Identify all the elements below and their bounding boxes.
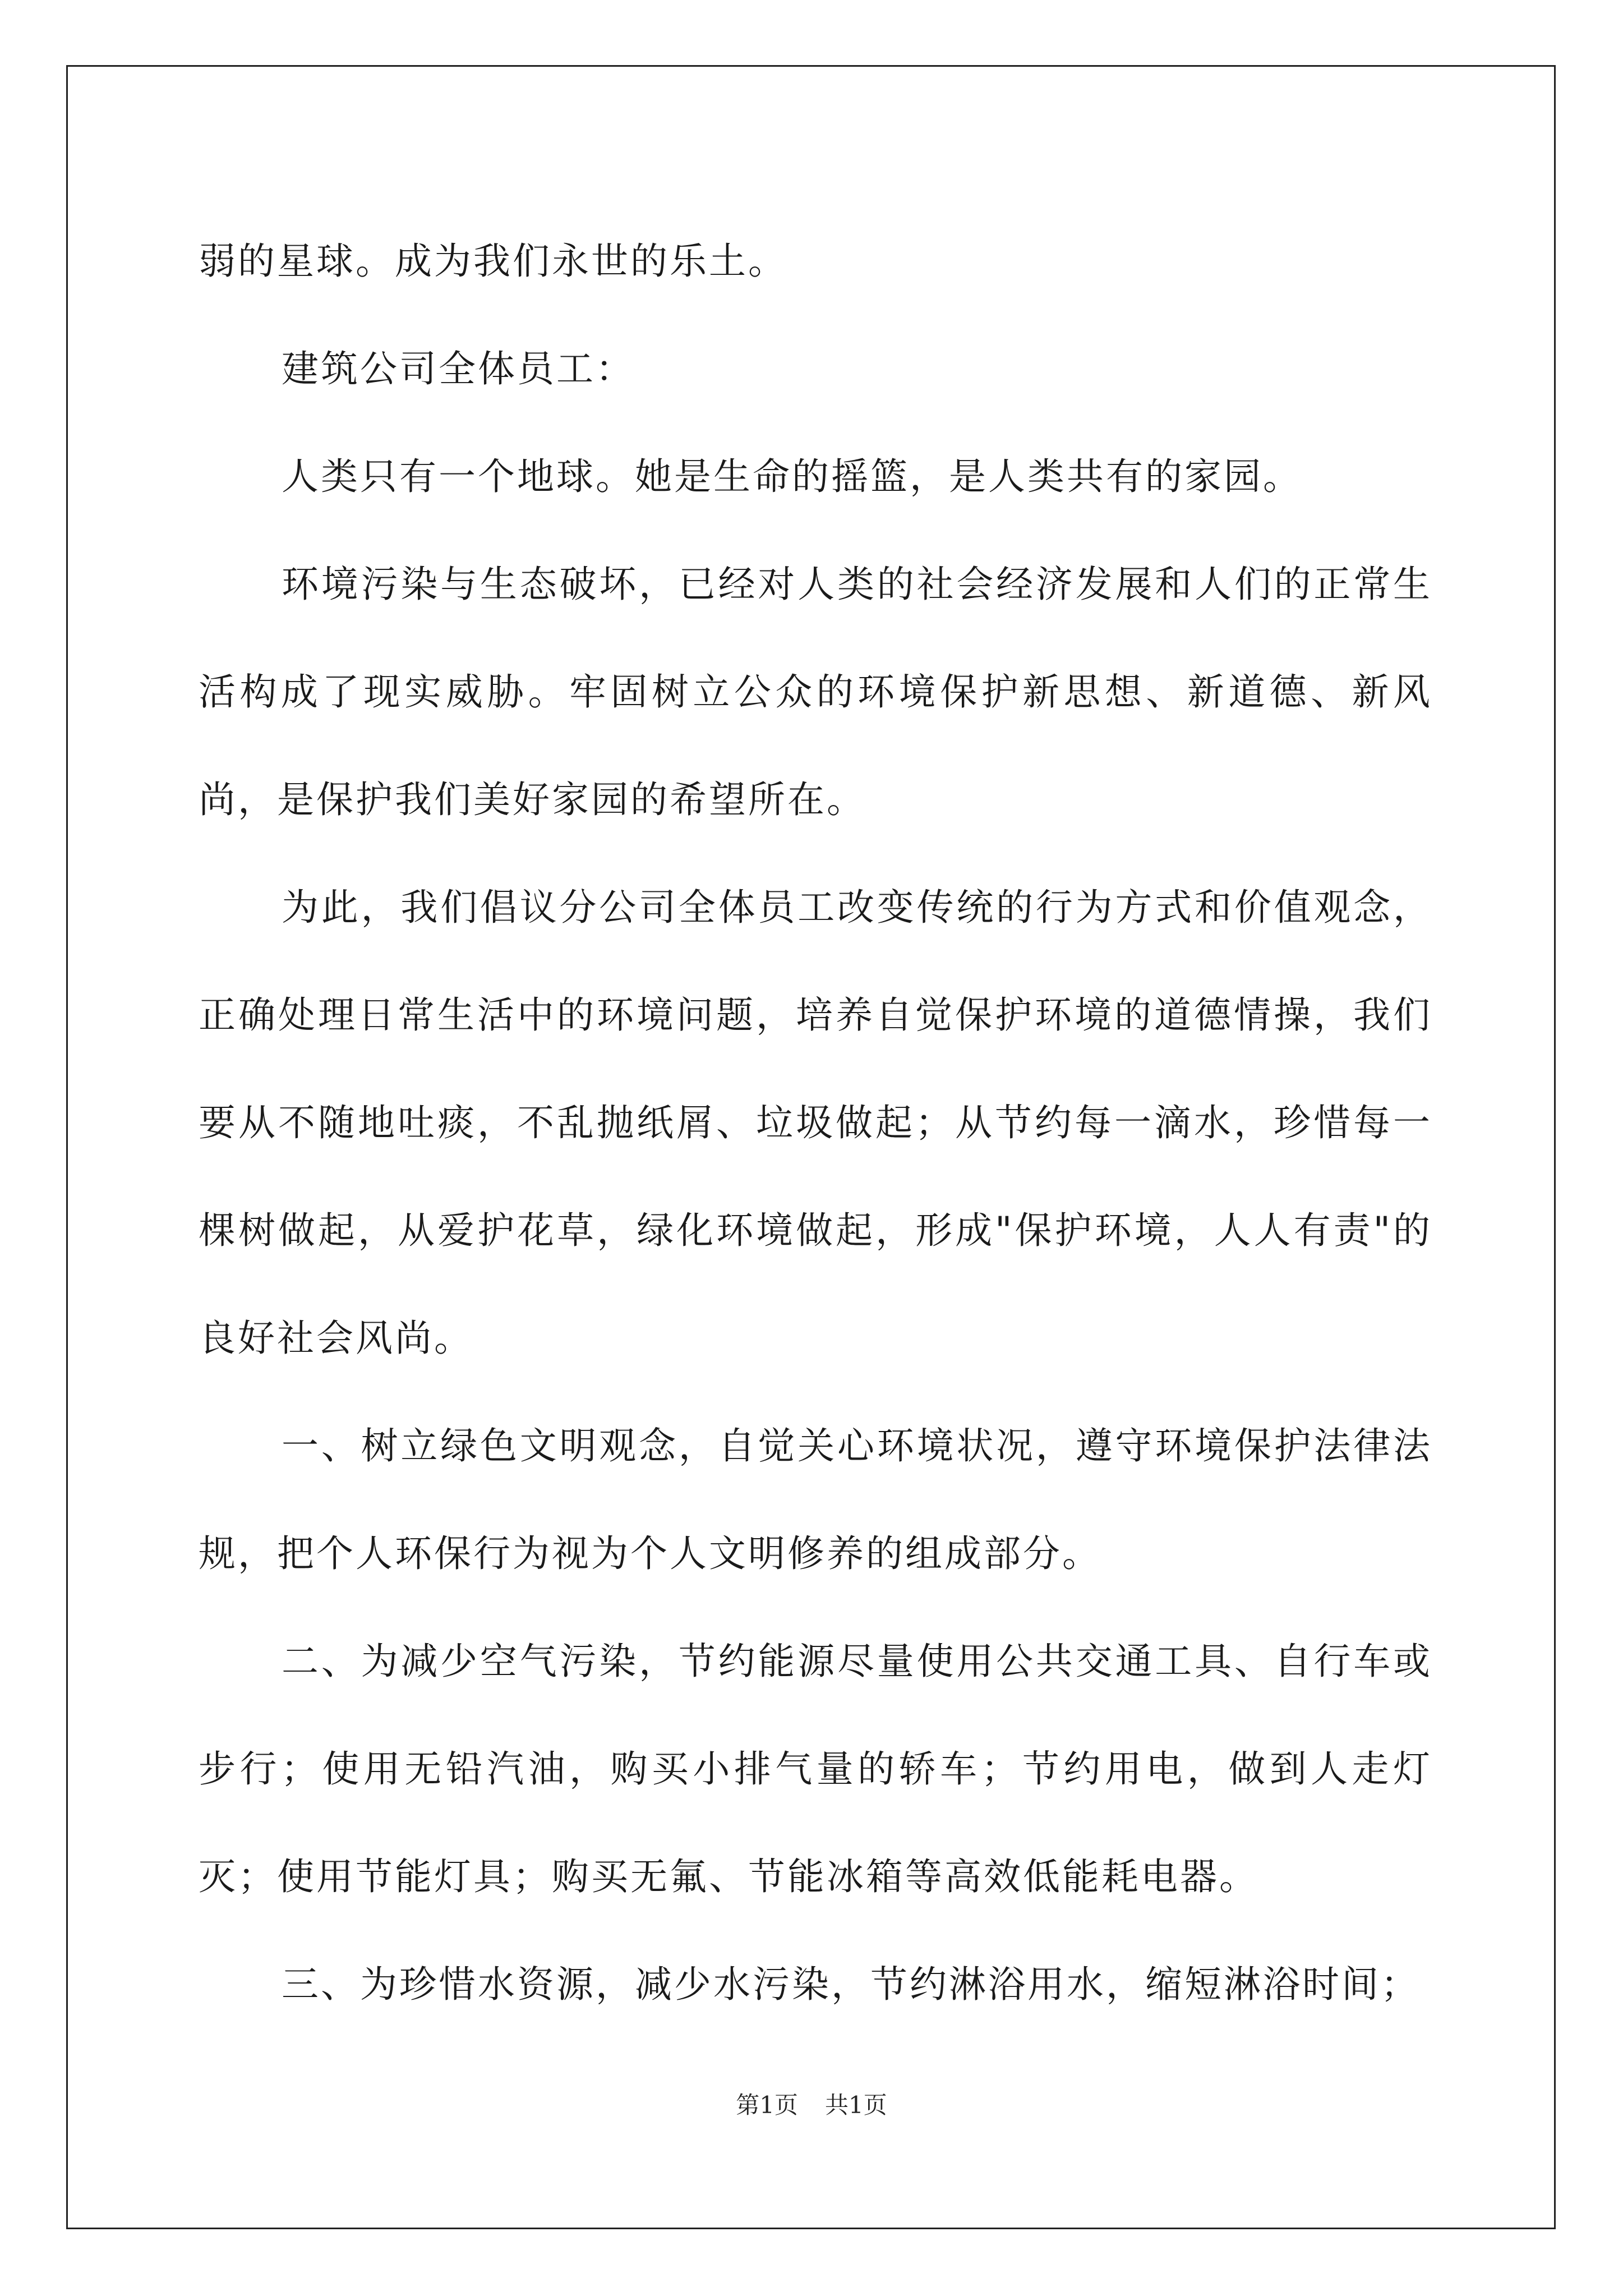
paragraph-item-three: 三、为珍惜水资源，减少水污染，节约淋浴用水，缩短淋浴时间； (282, 1963, 1420, 2006)
paragraph-continuation: 弱的星球。成为我们永世的乐土。 (199, 240, 787, 283)
paragraph-item-two: 二、为减少空气污染，节约能源尽量使用公共交通工具、自行车或步行；使用无铅汽油，购买小排气量的轿车；节约用电，做到人走灯灭；使用节能灯具；购买无氟、节能冰箱等高效低能耗电器。 (199, 1640, 1432, 1898)
page-number-total: 共1页 (825, 2091, 887, 2119)
document-body (199, 208, 1432, 2039)
paragraph-item-one: 一、树立绿色文明观念，自觉关心环境状况，遵守环境保护法律法规，把个人环保行为视为个人文明修养的组成部分。 (199, 1424, 1432, 1575)
paragraph-proposal: 为此，我们倡议分公司全体员工改变传统的行为方式和价值观念，正确处理日常生活中的环境问题，培养自觉保护环境的道德情操，我们要从不随地吐痰，不乱抛纸屑、垃圾做起；从节约每一滴水，珍惜每一棵树做起，从爱护花草，绿化环境做起，形成"保护环境，人人有责"的良好社会风尚。 (199, 886, 1432, 1360)
page-number-current: 第1页 (736, 2091, 798, 2119)
page-footer (0, 2087, 1623, 2120)
paragraph-salutation: 建筑公司全体员工： (282, 347, 635, 390)
paragraph-pollution: 环境污染与生态破坏，已经对人类的社会经济发展和人们的正常生活构成了现实威胁。牢固树立公众的环境保护新思想、新道德、新风尚，是保护我们美好家园的希望所在。 (199, 563, 1432, 821)
paragraph-one-earth: 人类只有一个地球。她是生命的摇篮，是人类共有的家园。 (282, 455, 1302, 498)
